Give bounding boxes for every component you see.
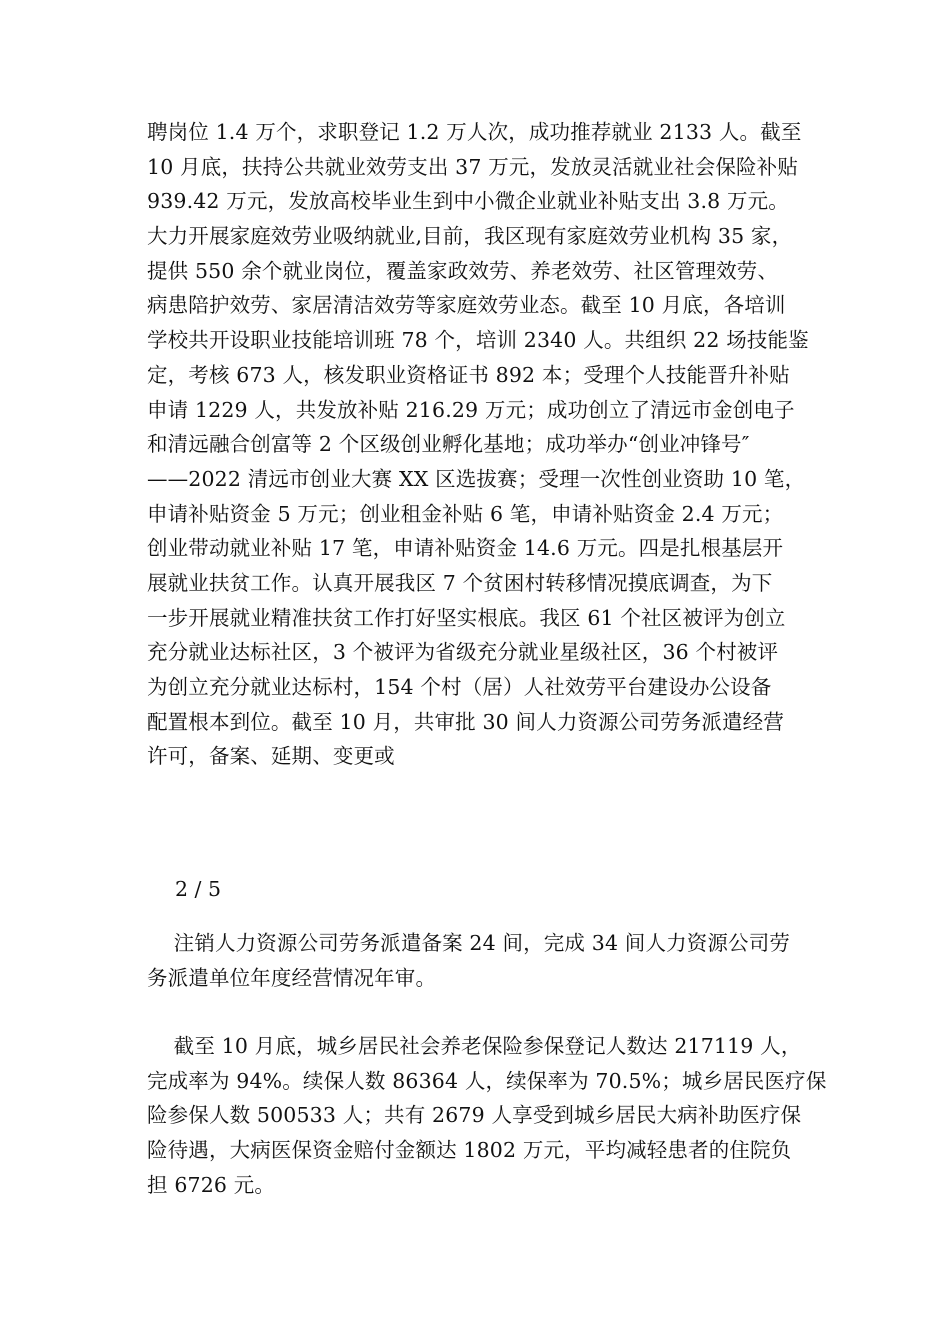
text-line: 险待遇，大病医保资金赔付金额达 1802 万元，平均减轻患者的住院负 bbox=[147, 1138, 792, 1163]
text-line: 定，考核 673 人，核发职业资格证书 892 本；受理个人技能晋升补贴 bbox=[147, 362, 790, 387]
text-line: 10 月底，扶持公共就业效劳支出 37 万元，发放灵活就业社会保险补贴 bbox=[147, 154, 798, 179]
text-line: 学校共开设职业技能培训班 78 个，培训 2340 人。共组织 22 场技能鉴 bbox=[147, 328, 809, 353]
paragraph-registration bbox=[147, 926, 807, 995]
main-paragraph bbox=[147, 115, 807, 774]
text-line: 大力开展家庭效劳业吸纳就业,目前，我区现有家庭效劳业机构 35 家， bbox=[147, 224, 793, 249]
text-line: 申请 1229 人，共发放补贴 216.29 万元；成功创立了清远市金创电子 bbox=[147, 397, 795, 422]
text-line: 病患陪护效劳、家居清洁效劳等家庭效劳业态。截至 10 月底，各培训 bbox=[147, 293, 786, 318]
text-line: 创业带动就业补贴 17 笔，申请补贴资金 14.6 万元。四是扎根基层开 bbox=[147, 536, 784, 561]
text-line: ——2022 清远市创业大赛 XX 区选拔赛；受理一次性创业资助 10 笔， bbox=[147, 466, 806, 491]
text-line: 担 6726 元。 bbox=[147, 1172, 276, 1197]
text-line: 申请补贴资金 5 万元；创业租金补贴 6 笔，申请补贴资金 2.4 万元； bbox=[147, 501, 784, 526]
text-line: 配置根本到位。截至 10 月，共审批 30 间人力资源公司劳务派遣经营 bbox=[147, 709, 784, 734]
paragraph-insurance bbox=[147, 1029, 827, 1202]
text-line: 许可，备案、延期、变更或 bbox=[147, 744, 395, 769]
text-line: 务派遣单位年度经营情况年审。 bbox=[147, 965, 437, 990]
text-line: 一步开展就业精准扶贫工作打好坚实根底。我区 61 个社区被评为创立 bbox=[147, 605, 786, 630]
text-line: 截至 10 月底，城乡居民社会养老保险参保登记人数达 217119 人， bbox=[147, 1034, 802, 1058]
text-line: 聘岗位 1.4 万个，求职登记 1.2 万人次，成功推荐就业 2133 人。截至 bbox=[147, 120, 802, 144]
text-line: 为创立充分就业达标村，154 个村（居）人社效劳平台建设办公设备 bbox=[147, 675, 772, 699]
page-number: 2 / 5 bbox=[175, 877, 222, 901]
text-line: 完成率为 94%。续保人数 86364 人，续保率为 70.5%；城乡居民医疗保 bbox=[147, 1068, 827, 1093]
text-line: 和清远融合创富等 2 个区级创业孵化基地；成功举办“创业冲锋号″ bbox=[147, 432, 750, 457]
text-line: 提供 550 余个就业岗位，覆盖家政效劳、养老效劳、社区管理效劳、 bbox=[147, 258, 779, 283]
text-line: 注销人力资源公司劳务派遣备案 24 间，完成 34 间人力资源公司劳 bbox=[147, 931, 790, 955]
text-line: 险参保人数 500533 人；共有 2679 人享受到城乡居民大病补助医疗保 bbox=[147, 1103, 802, 1128]
text-line: 939.42 万元，发放高校毕业生到中小微企业就业补贴支出 3.8 万元。 bbox=[147, 189, 789, 214]
text-line: 充分就业达标社区，3 个被评为省级充分就业星级社区，36 个村被评 bbox=[147, 640, 779, 665]
text-line: 展就业扶贫工作。认真开展我区 7 个贫困村转移情况摸底调查，为下 bbox=[147, 570, 773, 595]
